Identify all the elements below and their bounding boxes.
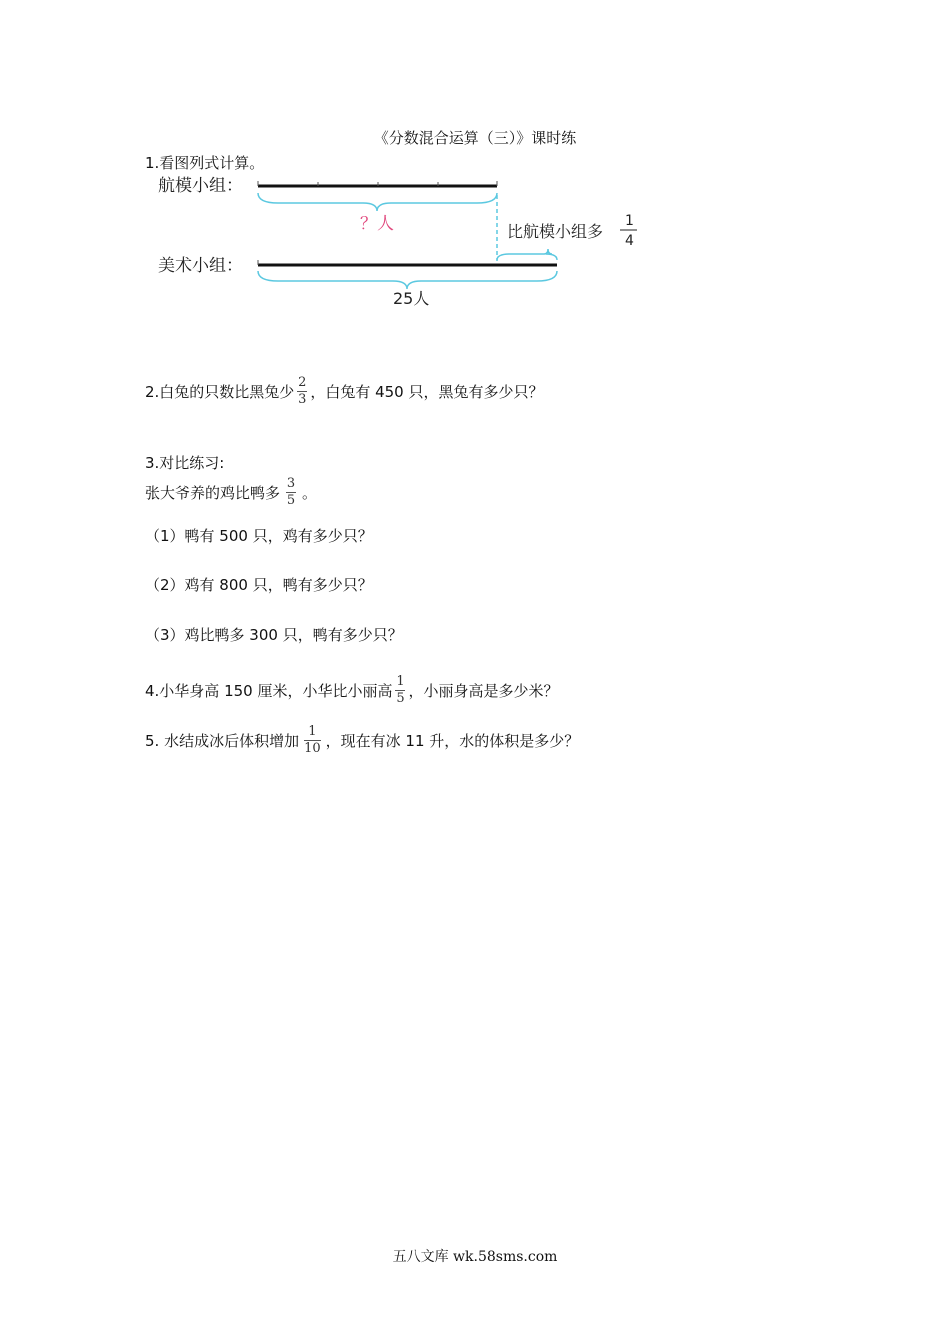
question-4-after: ，小丽身高是多少米？: [408, 681, 559, 700]
fraction-numerator: 3: [286, 476, 296, 491]
fraction-denominator: 3: [298, 391, 307, 407]
question-3-intro-after: 。: [302, 483, 318, 502]
question-5-before: 5. 水结成冰后体积增加: [145, 731, 300, 750]
label-art-group: 美术小组：: [158, 256, 243, 276]
question-1-text: 1.看图列式计算。: [145, 154, 265, 172]
question-3-intro-before: 张大爷养的鸡比鸭多: [145, 483, 281, 502]
question-4-before: 4.小华身高 150 厘米，小华比小丽高: [145, 681, 393, 700]
question-label: ？人: [360, 214, 394, 234]
question-2-before: 2.白兔的只数比黑兔少: [145, 382, 295, 401]
question-5: [145, 725, 579, 755]
bar-diagram: [150, 165, 670, 315]
fraction-numerator: 1: [396, 674, 405, 689]
question-3-item-2: （2）鸡有 800 只，鸭有多少只？: [145, 576, 373, 594]
question-4-fraction: [395, 675, 405, 705]
page-title: 《分数混合运算（三）》课时练: [373, 129, 577, 147]
question-3-heading: 3.对比练习:: [145, 454, 225, 472]
question-4: [145, 675, 559, 705]
question-2-fraction: [297, 376, 307, 406]
question-3-item-3: （3）鸡比鸭多 300 只，鸭有多少只？: [145, 626, 403, 644]
extra-bracket: [497, 249, 557, 260]
compare-fraction-denominator: 4: [625, 233, 634, 249]
question-3-item-1: （1）鸭有 500 只，鸡有多少只？: [145, 527, 373, 545]
fraction-numerator: 2: [298, 375, 307, 390]
total-label: 25人: [393, 289, 430, 308]
question-5-after: ，现在有冰 11 升，水的体积是多少？: [325, 731, 580, 750]
compare-fraction-numerator: 1: [625, 213, 634, 229]
fraction-denominator: 5: [396, 690, 405, 706]
footer-watermark: 五八文库 wk.58sms.com: [392, 1249, 558, 1265]
question-bracket: [258, 193, 497, 211]
fraction-denominator: 10: [304, 740, 321, 756]
question-5-fraction: [304, 725, 321, 755]
label-model-group: 航模小组：: [158, 176, 243, 196]
question-2: [145, 376, 543, 406]
fraction-denominator: 5: [286, 492, 296, 508]
question-2-after: ，白兔有 450 只，黑兔有多少只？: [310, 382, 544, 401]
question-3-intro: [145, 477, 317, 507]
total-bracket: [258, 271, 557, 289]
question-3-fraction: [286, 477, 296, 507]
compare-text: 比航模小组多: [507, 222, 604, 241]
fraction-numerator: 1: [308, 724, 317, 739]
